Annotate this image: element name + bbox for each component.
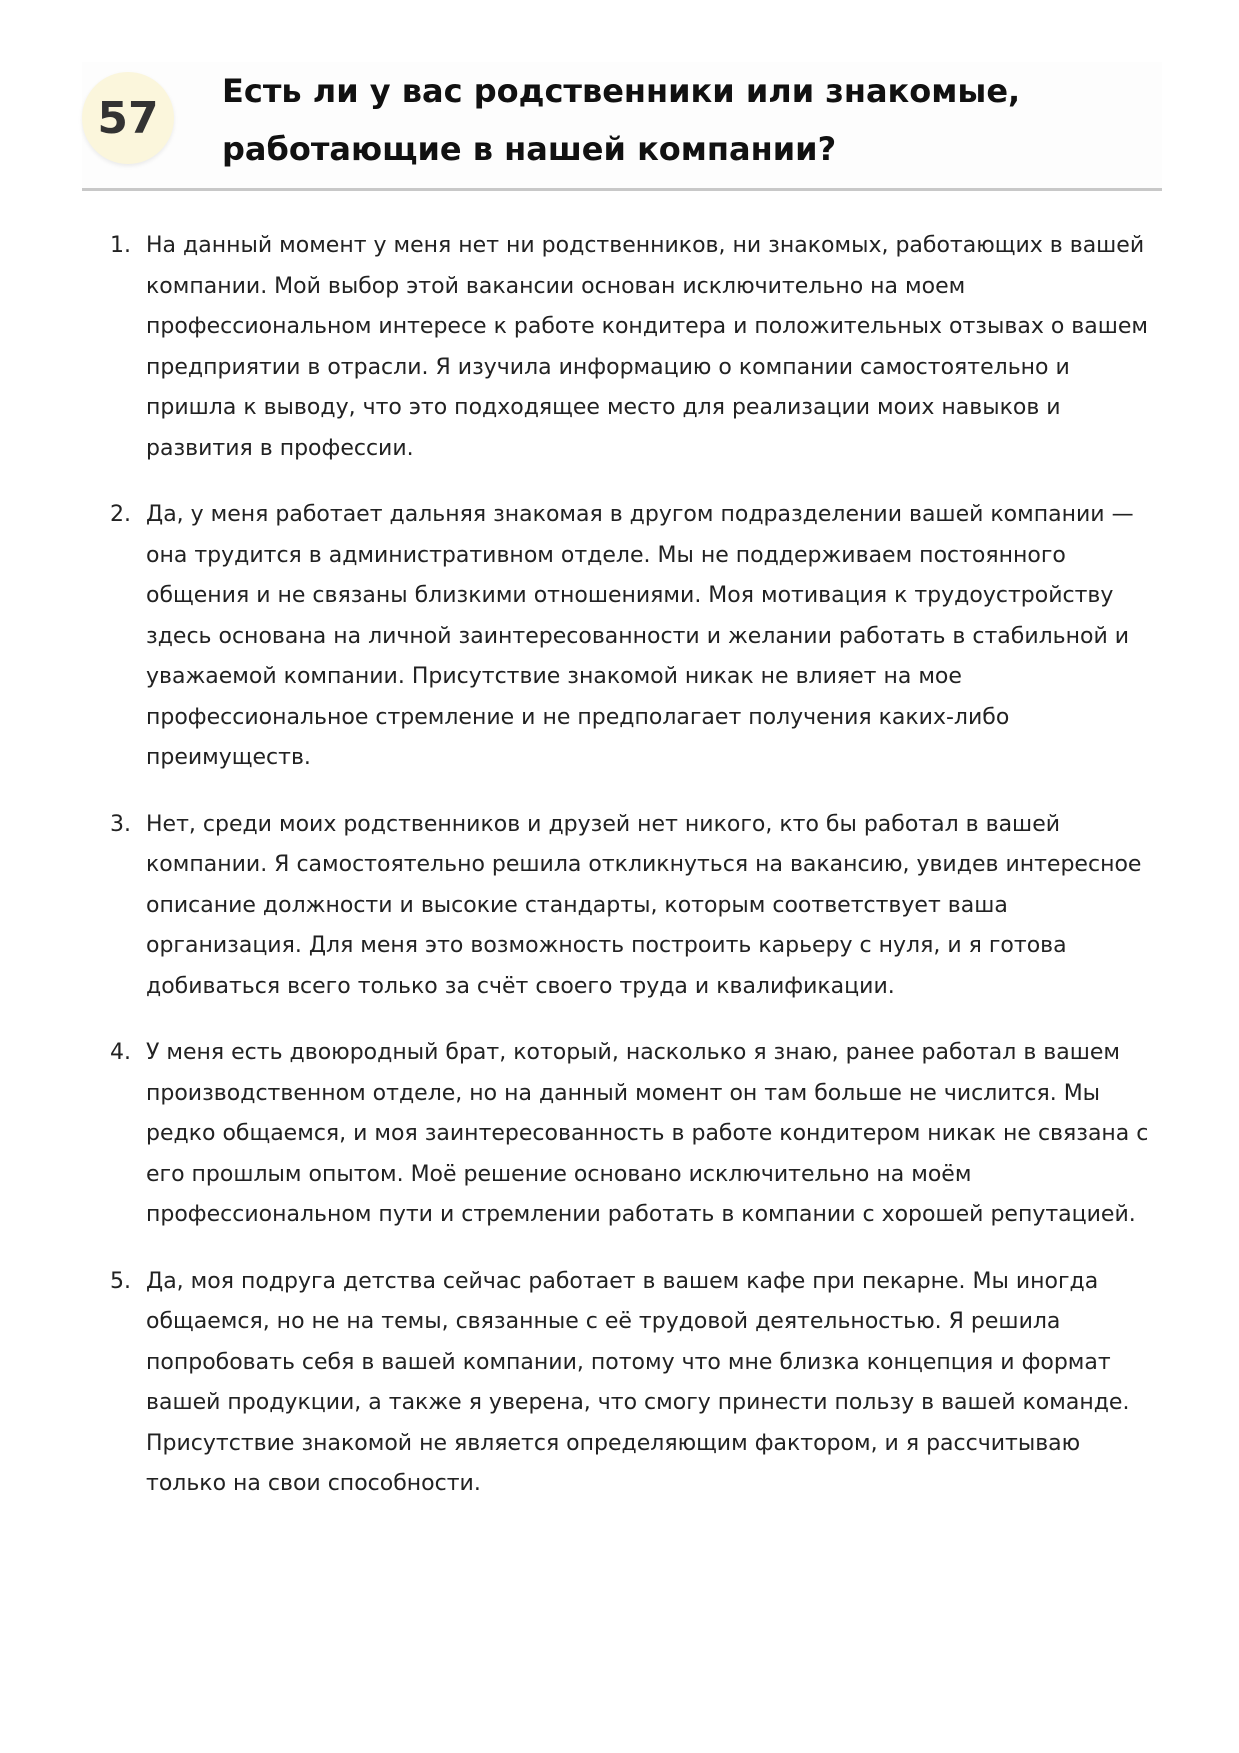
answer-list xyxy=(110,226,1160,1531)
answer-number: 4. xyxy=(110,1040,131,1065)
answer-text: Да, моя подруга детства сейчас работает в вашем кафе при пекарне. Мы иногда общаемся, но не на темы, связанные с её трудовой деятельностью. Я решила попробовать себя в вашей компании, потому что мне близка концепция и формат вашей продукции, а также я уверена, что смогу принести пользу в вашей команде. Присутствие знакомой не является определяющим фактором, и я рассчитываю только на свои способности. xyxy=(146,1268,1130,1496)
answer-text: Да, у меня работает дальняя знакомая в другом подразделении вашей компании — она трудится в административном отделе. Мы не поддерживаем постоянного общения и не связаны близкими отношениями. Моя мотивация к трудоустройству здесь основана на личной заинтересованности и желании работать в стабильной и уважаемой компании. Присутствие знакомой никак не влияет на мое профессиональное стремление и не предполагает получения каких-либо преимуществ. xyxy=(146,502,1134,770)
answer-item xyxy=(110,805,1160,1008)
answer-item xyxy=(110,1033,1160,1236)
answer-item xyxy=(110,495,1160,779)
answer-item xyxy=(110,226,1160,469)
question-number-badge: 57 xyxy=(82,72,174,164)
answer-number: 5. xyxy=(110,1268,131,1294)
answer-number: 2. xyxy=(110,502,131,527)
question-header xyxy=(82,62,1162,191)
question-title: Есть ли у вас родственники или знакомые, работающие в нашей компании? xyxy=(222,72,1021,168)
answer-text: У меня есть двоюродный брат, который, насколько я знаю, ранее работал в вашем производственном отделе, но на данный момент он там больше не числится. Мы редко общаемся, и моя заинтересованность в работе кондитером никак не связана с его прошлым опытом. Моё решение основано исключительно на моём профессиональном пути и стремлении работать в компании с хорошей репутацией. xyxy=(146,1040,1149,1227)
answer-text: Нет, среди моих родственников и друзей нет никого, кто бы работал в вашей компании. Я самостоятельно решила откликнуться на вакансию, увидев интересное описание должности и высокие стандарты, которым соответствует ваша организация. Для меня это возможность построить карьеру с нуля, и я готова добиваться всего только за счёт своего труда и квалификации. xyxy=(146,811,1142,999)
answer-text: На данный момент у меня нет ни родственников, ни знакомых, работающих в вашей компании. Мой выбор этой вакансии основан исключительно на моем профессиональном интересе к работе кондитера и положительных отзывах о вашем предприятии в отрасли. Я изучила информацию о компании самостоятельно и пришла к выводу, что это подходящее место для реализации моих навыков и развития в профессии. xyxy=(146,233,1148,461)
answer-number: 3. xyxy=(110,811,131,837)
answer-item xyxy=(110,1262,1160,1505)
answer-number: 1. xyxy=(110,233,131,258)
